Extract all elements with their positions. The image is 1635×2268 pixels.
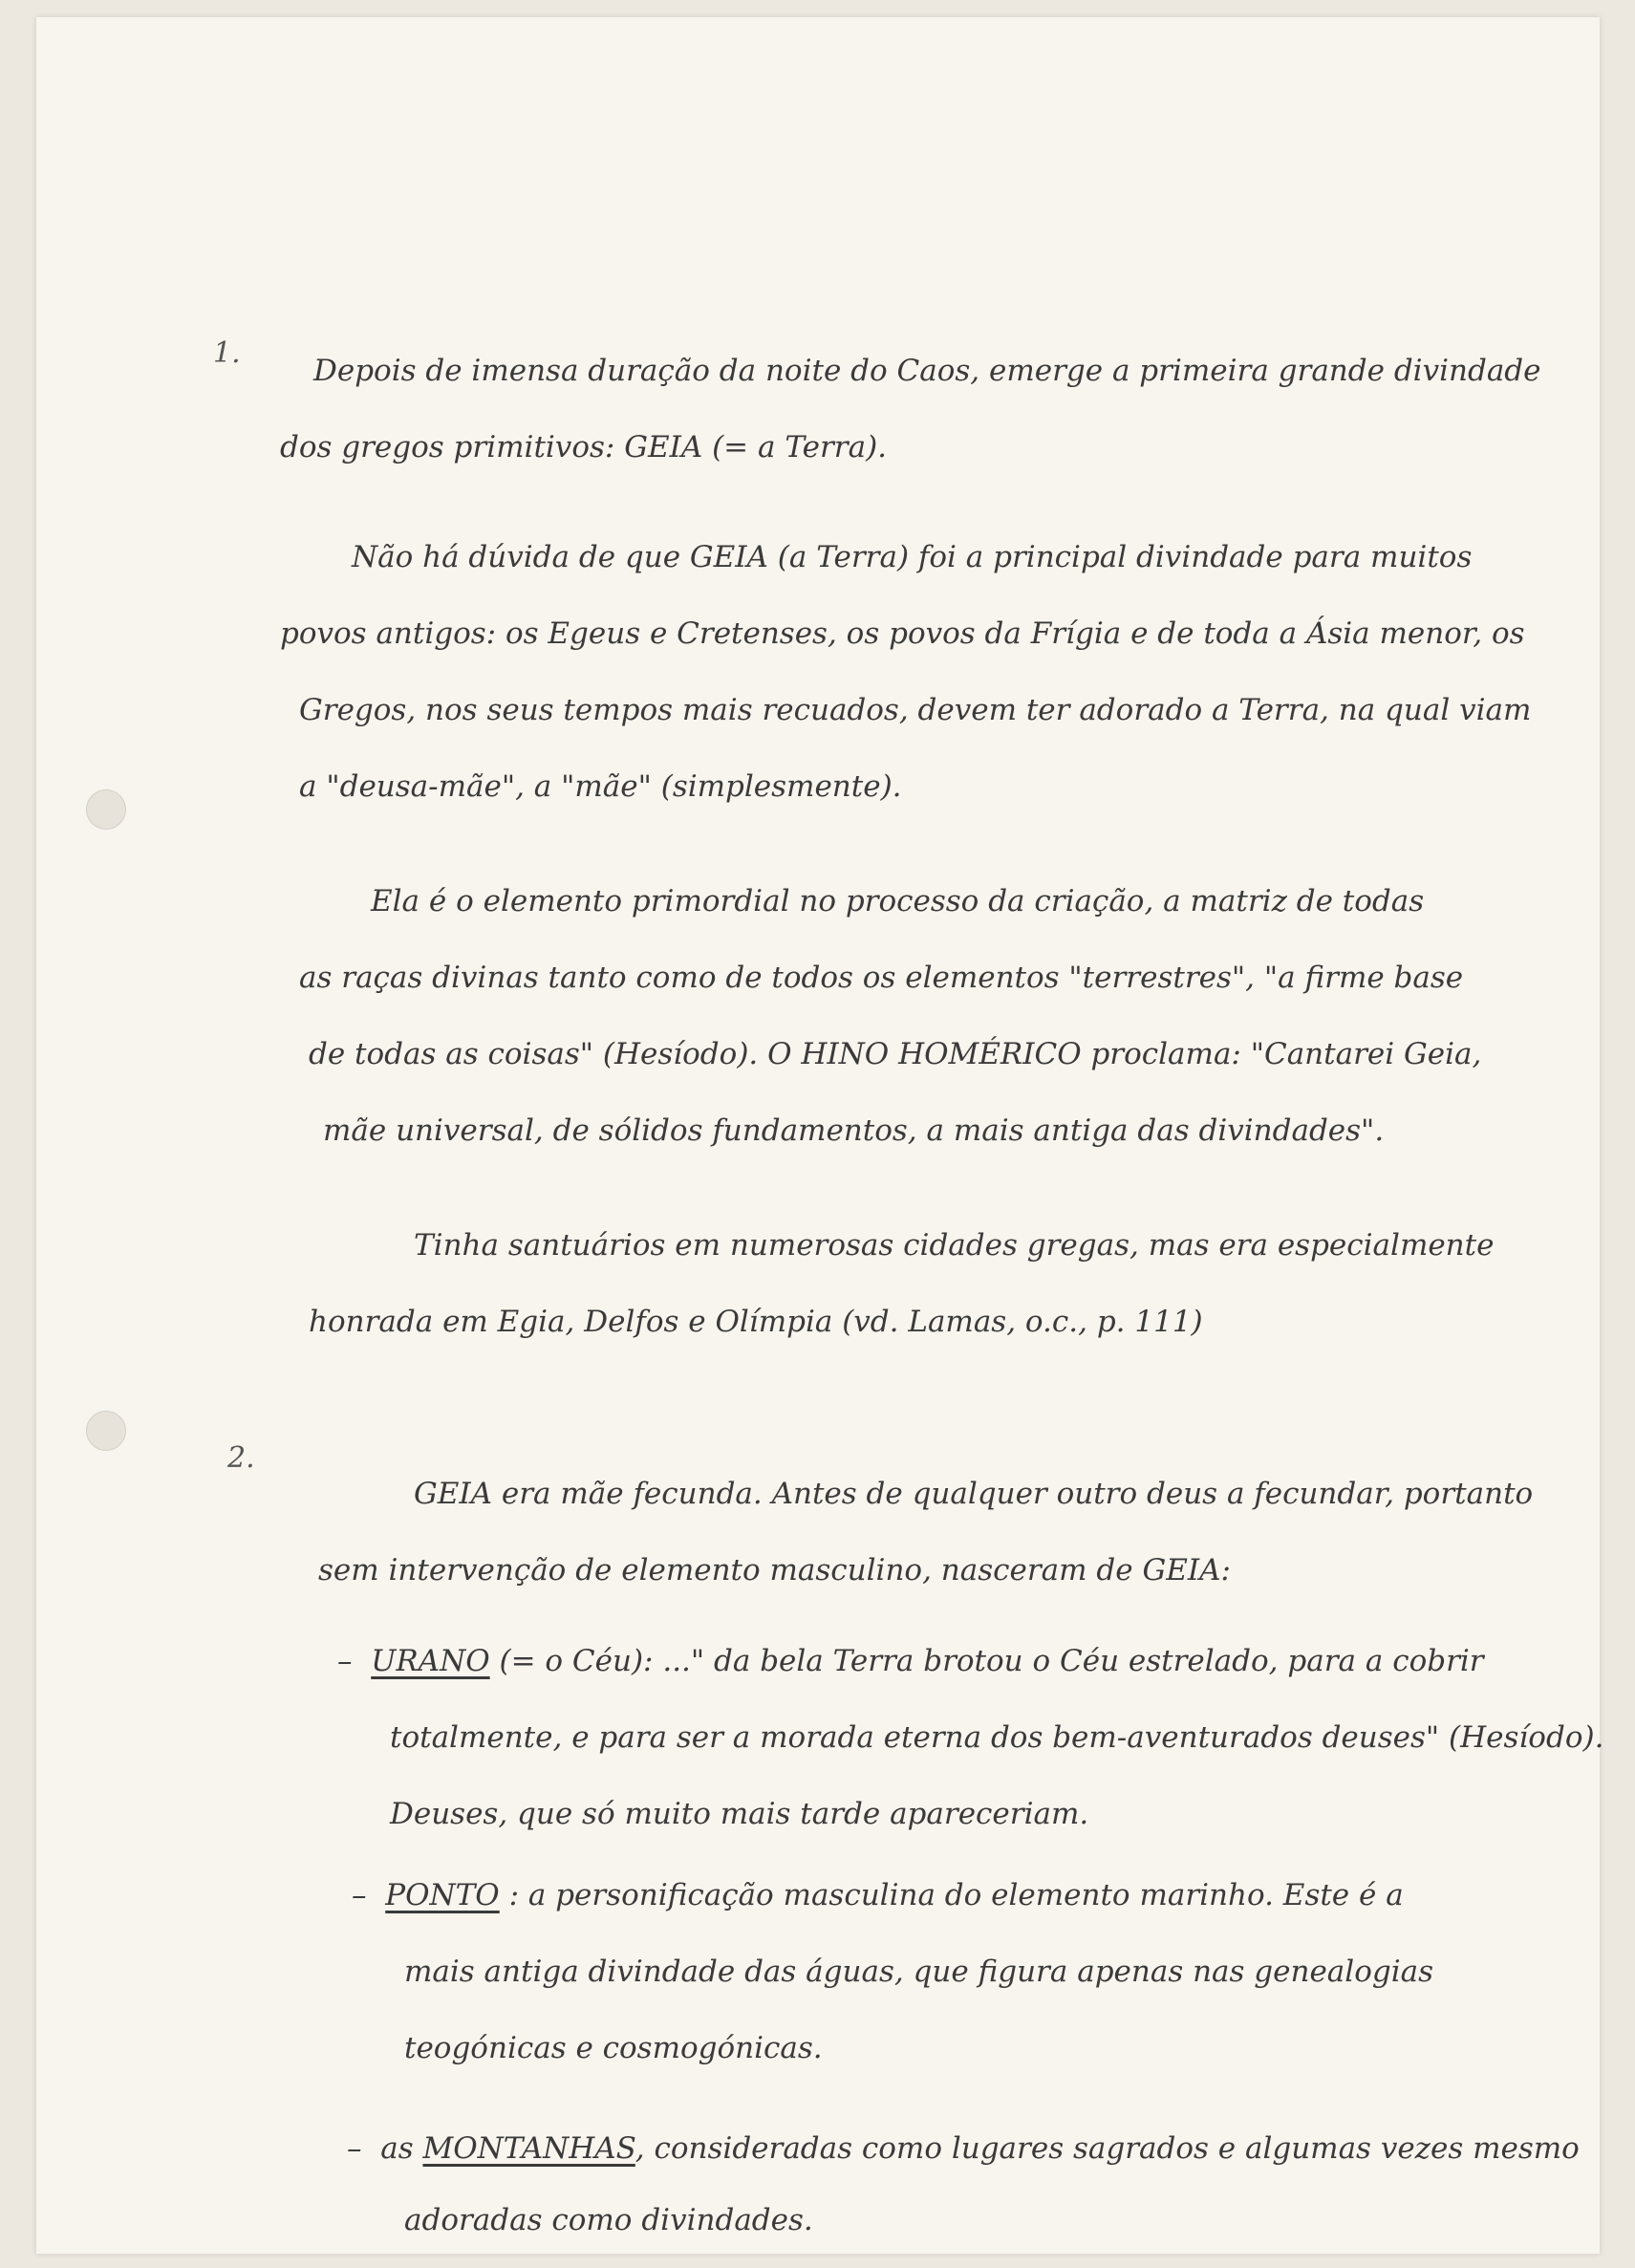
montanhas-prefix: as [380,2131,423,2166]
urano-line2: totalmente, e para ser a morada eterna dos bem-aventurados deuses" (Hesíodo). [390,1720,1604,1755]
s1-p1-line1: Depois de imensa duração da noite do Caos, emerge a primeira grande divindade [313,354,1541,388]
s1-p2-line1: Não há dúvida de que GEIA (a Terra) foi a principal divindade para muitos [352,540,1473,574]
ponto-line3: teogónicas e cosmogónicas. [404,2031,823,2065]
s2-p1-line2: sem intervenção de elemento masculino, nasceram de GEIA: [318,1553,1231,1588]
s1-p2-line3: Gregos, nos seus tempos mais recuados, devem ter adorado a Terra, na qual viam [299,693,1532,727]
montanhas-term: MONTANHAS [422,2131,635,2166]
montanhas-dash: – [347,2131,362,2166]
ponto-dash: – [352,1878,367,1912]
s1-p4-line1: Tinha santuários em numerosas cidades gregas, mas era especialmente [414,1228,1495,1263]
urano-dash: – [337,1644,353,1678]
s1-p3-line1: Ela é o elemento primordial no processo da criação, a matriz de todas [371,884,1425,918]
ponto-item [352,1857,1404,1933]
montanhas-item [347,2110,1580,2187]
section-number-1: 1. [213,336,241,370]
s1-p2-line2: povos antigos: os Egeus e Cretenses, os povos da Frígia e de toda a Ásia menor, os [280,616,1525,651]
urano-item [337,1623,1484,1699]
s1-p4-line2: honrada em Egia, Delfos e Olímpia (vd. Lamas, o.c., p. 111) [309,1305,1203,1339]
section-number-2: 2. [227,1441,255,1475]
s2-p1-line1: GEIA era mãe fecunda. Antes de qualquer outro deus a fecundar, portanto [414,1477,1534,1511]
montanhas-line1: , consideradas como lugares sagrados e algumas vezes mesmo [635,2131,1580,2166]
montanhas-line2: adoradas como divindades. [404,2203,813,2237]
manuscript-page [36,17,1604,2254]
s1-p3-line4: mãe universal, de sólidos fundamentos, a mais antiga das divindades". [323,1113,1385,1148]
ponto-term: PONTO [385,1878,500,1912]
ponto-line2: mais antiga divindade das águas, que figura apenas nas genealogias [404,1955,1434,1989]
s1-p3-line2: as raças divinas tanto como de todos os elementos "terrestres", "a firme base [299,961,1464,995]
urano-line1: (= o Céu): ..." da bela Terra brotou o Céu estrelado, para a cobrir [489,1644,1484,1678]
urano-line3: Deuses, que só muito mais tarde apareceriam. [390,1797,1089,1831]
urano-term: URANO [371,1644,490,1678]
ponto-line1: : a personificação masculina do elemento marinho. Este é a [499,1878,1404,1912]
s1-p3-line3: de todas as coisas" (Hesíodo). O HINO HOMÉRICO proclama: "Cantarei Geia, [309,1037,1482,1071]
handwritten-text [36,17,1604,2254]
s1-p2-line4: a "deusa-mãe", a "mãe" (simplesmente). [299,769,902,804]
s1-p1-line2: dos gregos primitivos: GEIA (= a Terra). [280,430,888,464]
